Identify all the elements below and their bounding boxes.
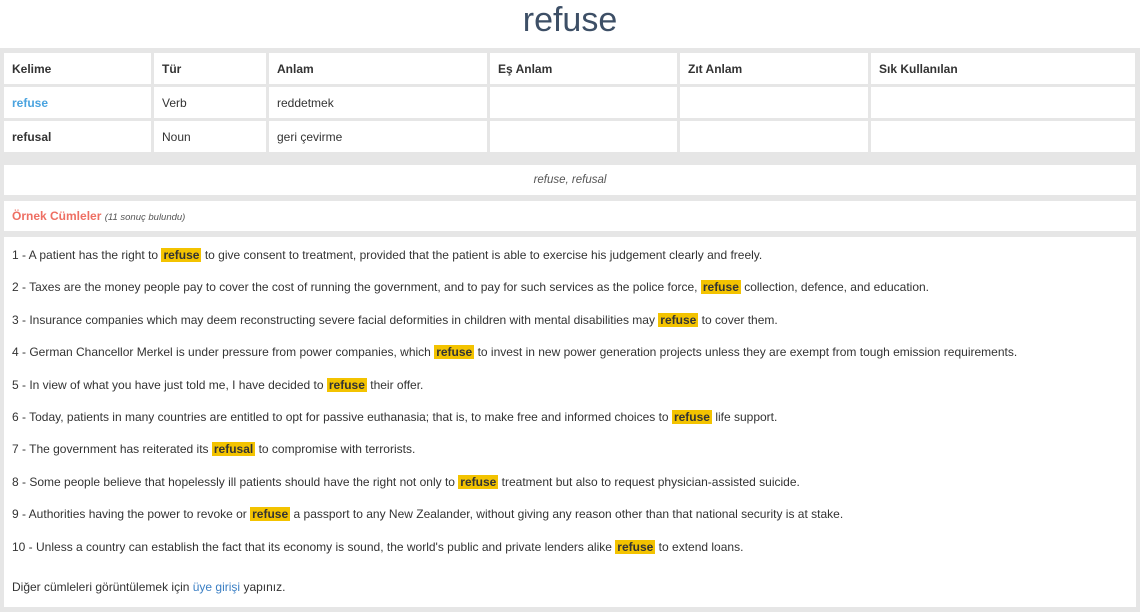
- examples-label: Örnek Cümleler: [12, 209, 102, 223]
- sentence-text: their offer.: [370, 377, 424, 392]
- sentence-text: 2 - Taxes are the money people pay to cover the cost of running the government, and to pay for such services as the police force,: [12, 280, 698, 295]
- sentence-text: to extend loans.: [658, 539, 744, 554]
- sentence-text: to cover them.: [701, 312, 778, 327]
- login-note: [12, 577, 285, 597]
- examples-header: [4, 201, 1136, 231]
- sentence-text: 8 - Some people believe that hopelessly ill patients should have the right not only to: [12, 474, 455, 489]
- list-item: [12, 369, 1136, 401]
- sentence-text: 7 - The government has reiterated its: [12, 442, 209, 457]
- column-header-common: Sık Kullanılan: [871, 53, 1135, 84]
- login-note-text: Diğer cümleleri görüntülemek için: [12, 580, 190, 594]
- word-table: [1, 50, 1138, 155]
- highlighted-word: refuse: [660, 312, 697, 327]
- table-row: [4, 87, 1135, 118]
- sentence-text: 9 - Authorities having the power to revoke or: [12, 507, 247, 522]
- sentence-text: to give consent to treatment, provided that the patient is able to exercise his judgement clearly and freely.: [204, 248, 763, 262]
- list-item: [12, 304, 1136, 336]
- common-cell: [871, 87, 1135, 118]
- meaning-cell: reddetmek: [269, 87, 487, 118]
- word-label[interactable]: refuse: [12, 95, 49, 110]
- page-title: refuse: [522, 1, 618, 39]
- sentence-text: life support.: [715, 409, 778, 424]
- table-header-row: [4, 53, 1135, 84]
- highlighted-word: refuse: [163, 248, 200, 262]
- highlighted-word: refuse: [673, 409, 710, 424]
- sentence-text: 1 - A patient has the right to: [12, 248, 159, 262]
- word-forms: refuse, refusal: [4, 165, 1136, 195]
- login-note-text: yapınız.: [243, 580, 286, 594]
- highlighted-word: refusal: [213, 442, 254, 457]
- list-item: [12, 401, 1136, 433]
- sentence-text: 4 - German Chancellor Merkel is under pressure from power companies, which: [12, 345, 431, 360]
- result-count: (11 sonuç bulundu): [104, 212, 186, 223]
- highlighted-word: refuse: [328, 377, 365, 392]
- column-header-word: Kelime: [4, 53, 151, 84]
- sentence-text: 10 - Unless a country can establish the fact that its economy is sound, the world's public and private lenders alike: [12, 539, 612, 554]
- sentence-text: 3 - Insurance companies which may deem reconstructing severe facial deformities in children with mental disabilities may: [12, 312, 655, 327]
- list-item: [12, 239, 1136, 271]
- highlighted-word: refuse: [702, 280, 739, 295]
- sentence-text: 5 - In view of what you have just told me, I have decided to: [12, 377, 324, 392]
- synonym-cell: [490, 121, 677, 152]
- list-item: [12, 433, 1136, 465]
- highlighted-word: refuse: [617, 539, 654, 554]
- synonym-cell: [490, 87, 677, 118]
- highlighted-word: refuse: [436, 345, 473, 360]
- member-login-link[interactable]: üye girişi: [192, 580, 241, 594]
- type-cell: Verb: [154, 87, 266, 118]
- example-sentences: [4, 237, 1136, 607]
- antonym-cell: [680, 121, 868, 152]
- list-item: [12, 271, 1136, 303]
- meaning-cell: geri çevirme: [269, 121, 487, 152]
- sentence-text: collection, defence, and education.: [744, 280, 930, 295]
- common-cell: [871, 121, 1135, 152]
- column-header-meaning: Anlam: [269, 53, 487, 84]
- list-item: [12, 498, 1136, 530]
- list-item: [12, 531, 1136, 563]
- highlighted-word: refuse: [460, 474, 497, 489]
- type-cell: Noun: [154, 121, 266, 152]
- list-item: [12, 336, 1136, 368]
- table-row: [4, 121, 1135, 152]
- sentence-text: a passport to any New Zealander, without giving any reason other than that national security is at stake.: [293, 507, 844, 522]
- column-header-synonym: Eş Anlam: [490, 53, 677, 84]
- sentence-text: 6 - Today, patients in many countries are entitled to opt for passive euthanasia; that is, to make free and informed choices to: [12, 409, 669, 424]
- word-cell-refusal: refusal: [4, 121, 151, 152]
- column-header-type: Tür: [154, 53, 266, 84]
- highlighted-word: refuse: [252, 507, 289, 522]
- list-item: [12, 466, 1136, 498]
- sentence-text: to compromise with terrorists.: [258, 442, 416, 457]
- column-header-antonym: Zıt Anlam: [680, 53, 868, 84]
- word-link-refuse[interactable]: [4, 87, 151, 118]
- sentence-text: treatment but also to request physician-assisted suicide.: [501, 474, 800, 489]
- sentence-text: to invest in new power generation projects unless they are exempt from tough emission requirements.: [477, 345, 1018, 360]
- antonym-cell: [680, 87, 868, 118]
- content-frame: [0, 48, 1140, 612]
